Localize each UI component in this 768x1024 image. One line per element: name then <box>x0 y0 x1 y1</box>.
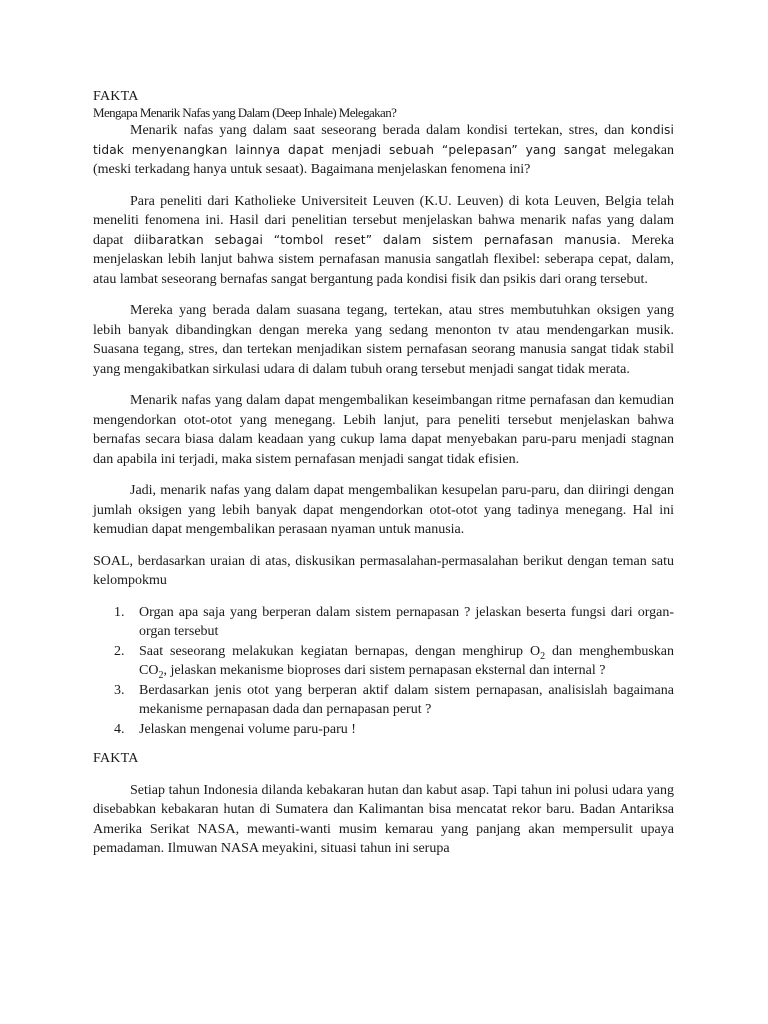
soal-instructions: SOAL, berdasarkan uraian di atas, diskusikan permasalahan-permasalahan berikut dengan teman satu kelompokmu <box>93 553 674 588</box>
question-text: Organ apa saja yang berperan dalam sistem pernapasan ? jelaskan beserta fungsi dari organ-organ tersebut <box>139 604 674 639</box>
document-page <box>93 88 674 871</box>
paragraph-2-part-2: diibaratkan sebagai “tombol reset” dalam sistem pernafasan manusia. <box>133 232 621 247</box>
question-item-3 <box>93 681 674 720</box>
question-number: 1. <box>114 604 125 620</box>
paragraph-5: Jadi, menarik nafas yang dalam dapat mengembalikan kesupelan paru-paru, dan diiringi dengan jumlah oksigen yang lebih banyak dapat mengendorkan otot-otot yang tadinya menegang. Hal ini kemudian dapat mengembalikan perasaan nyaman untuk manusia. <box>93 483 674 537</box>
paragraph-1 <box>93 121 674 180</box>
question-text: Jelaskan mengenai volume paru-paru ! <box>139 721 356 737</box>
article-subtitle: Mengapa Menarik Nafas yang Dalam (Deep Inhale) Melegakan? <box>93 105 397 120</box>
question-text-part-3: , jelaskan mekanisme bioproses dari sistem pernapasan eksternal dan internal ? <box>163 663 606 678</box>
paragraph-1-line-1: Menarik nafas yang dalam saat seseorang berada dalam kondisi tertekan, stres, dan <box>130 123 625 138</box>
section-heading: FAKTA <box>93 89 139 104</box>
question-item-4 <box>93 720 674 740</box>
subscript-2: 2 <box>158 669 164 681</box>
paragraph-1-line-2: kondisi tidak menyenangkan lainnya dapat menjadi sebuah “pelepasan” yang sangat <box>93 123 674 157</box>
question-text: Berdasarkan jenis otot yang berperan aktif dalam sistem pernapasan, analisislah bagaimana mekanisme pernapasan dada dan pernapasan perut ? <box>139 682 674 717</box>
subscript-2: 2 <box>540 650 546 662</box>
paragraph-2-part-3: Mereka menjelaskan lebih lanjut bahwa sistem pernafasan manusia sangatlah flexibel: seberapa cepat, dalam, atau lambat seseorang bernafas sangat bergantung pada kondisi fisik dan psikis dari orang tersebut. <box>93 232 674 287</box>
question-item-2 <box>93 642 674 681</box>
paragraph-2 <box>93 192 674 290</box>
paragraph-4: Menarik nafas yang dalam dapat mengembalikan keseimbangan ritme pernafasan dan kemudian mengendorkan otot-otot yang menegang. Lebih lanjut, para peneliti tersebut menjelaskan bahwa bernafas secara biasa dalam keadaan yang cukup lama dapat menyebakan paru-paru menjadi stagnan dan apabila ini terjadi, maka sistem pernafasan menjadi sangat tidak efisien. <box>93 393 674 467</box>
question-text-part-1: Saat seseorang melakukan kegiatan bernapas, dengan menghirup O <box>139 643 541 659</box>
paragraph-3: Mereka yang berada dalam suasana tegang, tertekan, atau stres membutuhkan oksigen yang lebih banyak dibandingkan dengan mereka yang sedang menonton tv atau mendengarkan musik. Suasana tegang, stres, dan tertekan menjadikan sistem pernafasan seorang manusia sangat tidak stabil yang mengakibatkan sirkulasi udara di dalam tubuh orang tersebut menjadi sangat tidak merata. <box>93 303 674 377</box>
question-number: 4. <box>114 721 125 737</box>
question-number: 3. <box>114 682 125 698</box>
question-number: 2. <box>114 643 125 659</box>
section-heading-2: FAKTA <box>93 751 139 766</box>
paragraph-6: Setiap tahun Indonesia dilanda kebakaran hutan dan kabut asap. Tapi tahun ini polusi udara yang disebabkan kebakaran hutan di Sumatera dan Kalimantan bisa mencatat rekor baru. Badan Antariksa Amerika Serikat NASA, mewanti-wanti musim kemarau yang panjang akan mempersulit upaya pemadaman. Ilmuwan NASA meyakini, situasi tahun ini serupa <box>93 782 674 856</box>
paragraph-2-part-1: Para peneliti dari Katholieke Universiteit Leuven (K.U. Leuven) di kota Leuven, Belgia telah meneliti fenomena ini. Hasil dari penelitian tersebut menjelaskan bahwa menarik nafas yang dalam dapat <box>93 193 674 248</box>
question-text-part-2: dan menghembuskan CO <box>139 643 674 678</box>
paragraph-1-line-3: melegakan (meski terkadang hanya untuk sesaat). Bagaimana menjelaskan fenomena ini? <box>93 142 675 177</box>
question-list <box>93 603 674 740</box>
question-item-1 <box>93 603 674 642</box>
